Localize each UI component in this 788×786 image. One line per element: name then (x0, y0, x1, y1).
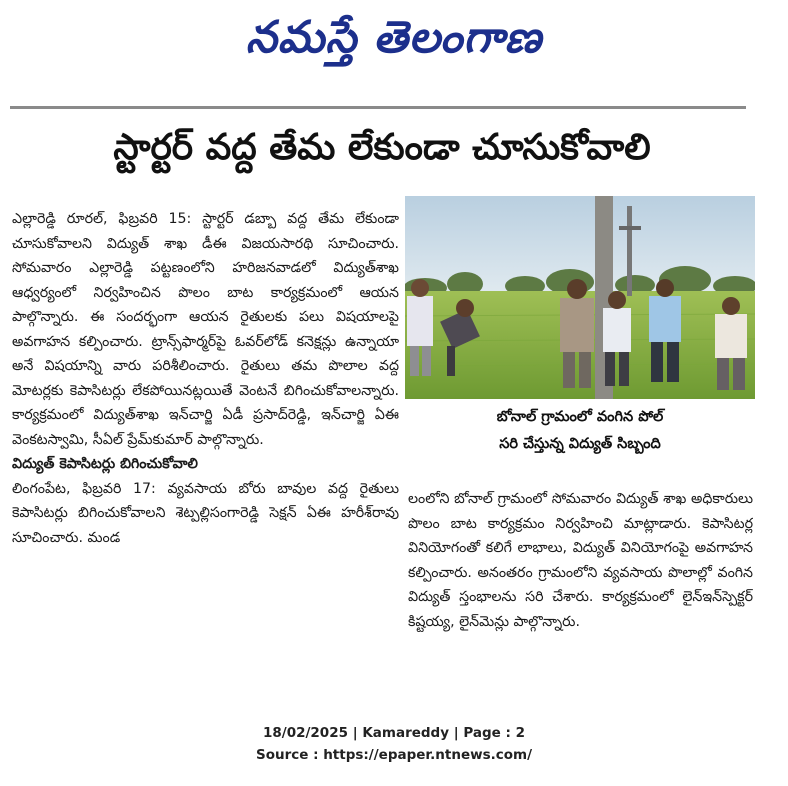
article-headline: స్టార్టర్ వద్ద తేమ లేకుండా చూసుకోవాలి (113, 127, 651, 168)
edition-info: 18/02/2025 | Kamareddy | Page : 2 (262, 725, 525, 741)
page-footer (0, 722, 788, 770)
photo-caption-line-1: బోనాల్ గ్రామంలో వంగిన పోల్ (496, 409, 664, 425)
article-right-column (408, 487, 753, 687)
photo-caption (405, 404, 755, 470)
header-divider (10, 106, 746, 109)
photo-caption-line-2: సరి చేస్తున్న విద్యుత్ సిబ్బంది (499, 436, 661, 452)
second-story-continuation: లంలోని బోనాల్ గ్రామంలో సోమవారం విద్యుత్ శాఖ అధికారులు పొలం బాట కార్యక్రమం నిర్వహించి మాట్లాడారు. కెపాసిటర్ల వినియోగంతో కలిగే లాభాలు, విద్యుత్ వినియోగంపై అవగాహన కల్పించారు. అనంతరం గ్రామంలోని వ్యవసాయ పొలాల్లో వంగిన విద్యుత్ స్తంభాలను సరి చేశారు. కార్యక్రమంలో లైన్‌ఇన్‌స్పెక్టర్ కిష్టయ్య, లైన్‌మెన్లు పాల్గొన్నారు. (408, 491, 753, 630)
second-story-paragraph: లింగంపేట, ఫిబ్రవరి 17: వ్యవసాయ బోరు బావుల వద్ద రైతులు కెపాసిటర్లు బిగించుకోవాలని శెట్పల్లిసంగారెడ్డి సెక్షన్ ఏఈ హరీశ్‌రావు సూచించారు. మండ (12, 480, 399, 546)
masthead-title: నమస్తే తెలంగాణ (245, 12, 543, 63)
field-workers-photo-illustration (405, 196, 755, 399)
source-link: Source : https://epaper.ntnews.com/ (255, 747, 533, 763)
article-body-paragraph: ఎల్లారెడ్డి రూరల్, ఫిబ్రవరి 15: స్టార్టర్ డబ్బా వద్ద తేమ లేకుండా చూసుకోవాలని విద్యుత్ శాఖ డీఈ విజయసారథి సూచించారు. సోమవారం ఎల్లారెడ్డి పట్టణంలోని హరిజనవాడలో విద్యుత్‌శాఖ ఆధ్వర్యంలో నిర్వహించిన పొలం బాట కార్యక్రమంలో ఆయన పాల్గొన్నారు. ఈ సందర్భంగా ఆయన రైతులకు పలు విషయాలపై అవగాహన కల్పించారు. ట్రాన్స్‌ఫార్మర్‌పై ఓవర్‌లోడ్ కనెక్షన్లు ఉన్నాయా అనే విషయాన్ని వారు పరిశీలించారు. రైతులు తమ పొలాల వద్ద మోటర్లకు కెపాసిటర్లు లేకపోయినట్లయితే వెంటనే బిగించుకోవాలన్నారు. కార్యక్రమంలో విద్యుత్‌శాఖ ఇన్‌చార్జి ఏడీ ప్రసాద్‌రెడ్డి, ఇన్‌చార్జి ఏఈ వెంకటస్వామి, సీఏల్ ప్రేమ్‌కుమార్ పాల్గొన్నారు. (12, 211, 399, 448)
article-photo (405, 196, 755, 399)
newspaper-masthead (0, 4, 788, 72)
article-subheading: విద్యుత్ కెపాసిటర్లు బిగించుకోవాలి (12, 456, 198, 472)
article-left-column (12, 207, 399, 687)
